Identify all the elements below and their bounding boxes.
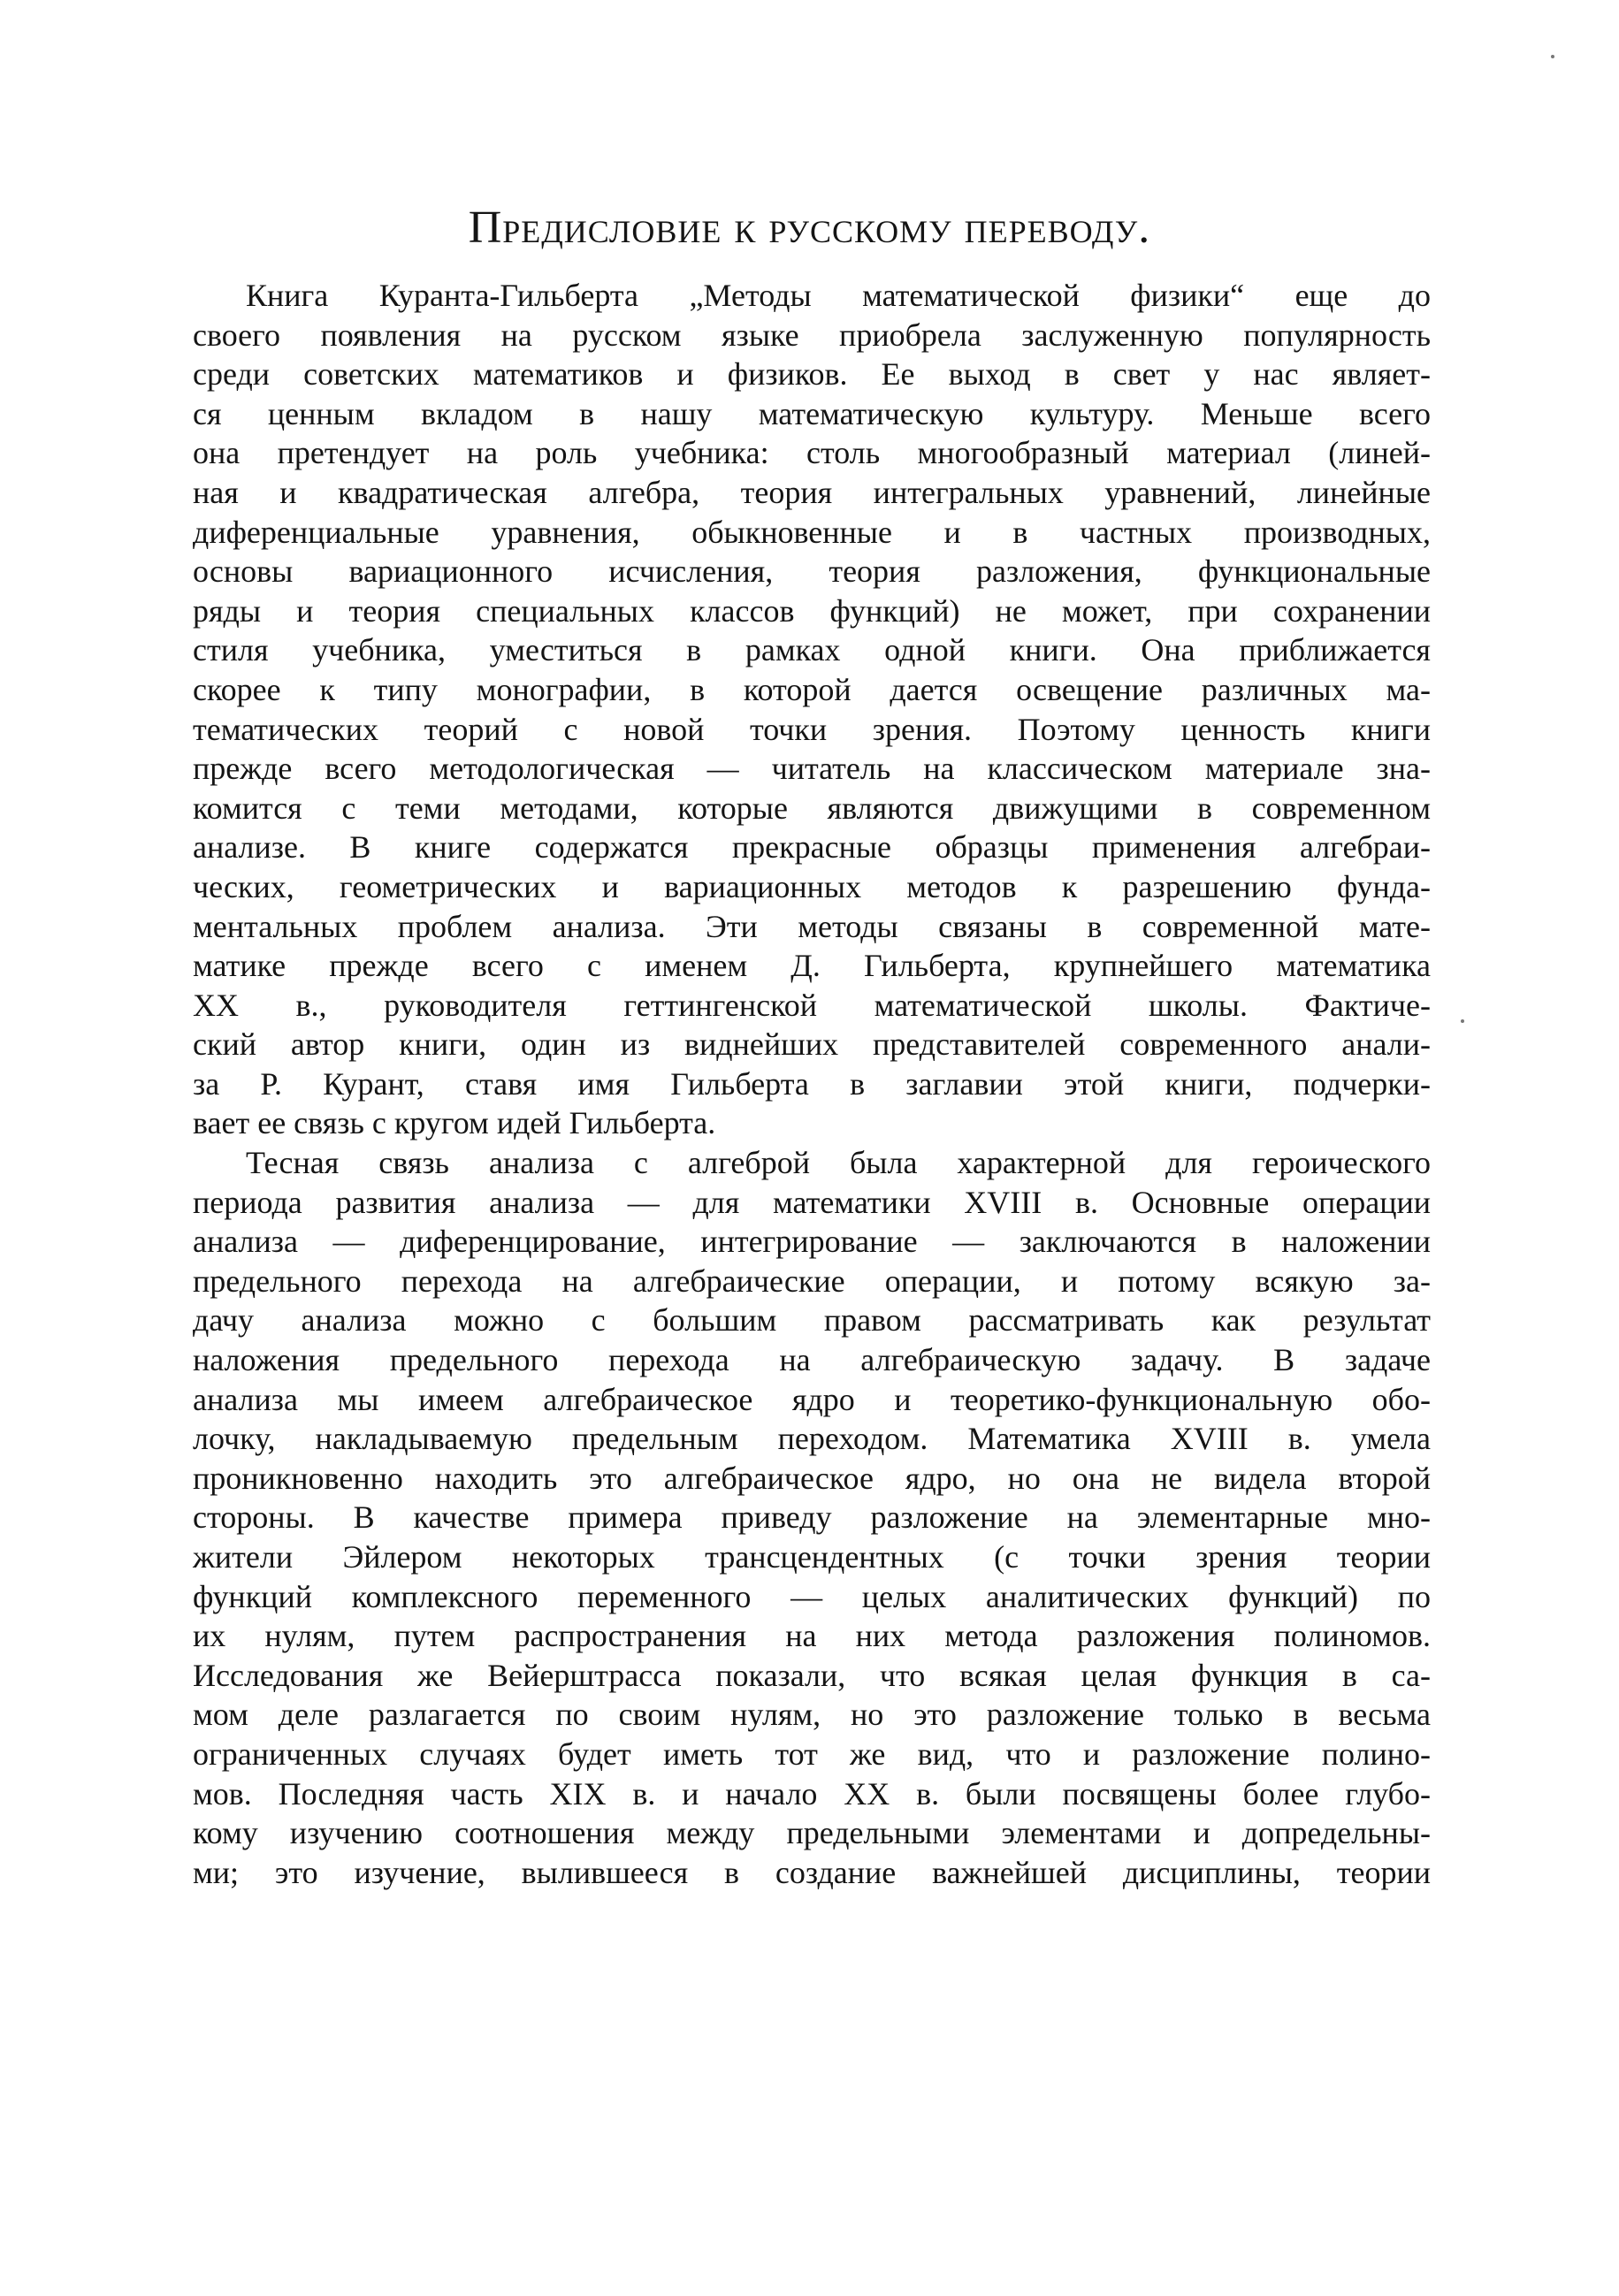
text-line: своего появления на русском языке приобрела заслуженную популярность: [193, 317, 1431, 353]
text-line: XX в., руководителя геттингенской математической школы. Фактиче-: [193, 987, 1431, 1023]
text-line: дачу анализа можно с большим правом рассматривать как результат: [193, 1302, 1431, 1339]
text-line: ряды и теория специальных классов функций) не может, при сохранении: [193, 592, 1431, 629]
text-line: анализе. В книге содержатся прекрасные образцы применения алгебраи-: [193, 829, 1431, 866]
text-line: основы вариационного исчисления, теория разложения, функциональные: [193, 553, 1431, 590]
text-line: стороны. В качестве примера приведу разложение на элементарные мно-: [193, 1499, 1431, 1536]
text-line: ся ценным вкладом в нашу математическую культуру. Меньше всего: [193, 395, 1431, 431]
text-line: Книга Куранта-Гильберта „Методы математической физики“ еще до: [246, 278, 1431, 313]
text-line: диференциальные уравнения, обыкновенные и в частных производных,: [193, 514, 1431, 550]
text-line: ная и квадратическая алгебра, теория интегральных уравнений, линейные: [193, 474, 1431, 510]
text-line: мом деле разлагается по своим нулям, но это разложение только в весьма: [193, 1697, 1431, 1733]
text-line: Исследования же Вейерштрасса показали, что всякая целая функция в са-: [193, 1657, 1431, 1693]
text-line: наложения предельного перехода на алгебраическую задачу. В задаче: [193, 1342, 1431, 1378]
text-line: предельного перехода на алгебраические операции, и потому всякую за-: [193, 1262, 1431, 1299]
text-line: лочку, накладываемую предельным переходом. Математика XVIII в. умела: [193, 1421, 1431, 1457]
text-line: среди советских математиков и физиков. Ее выход в свет у нас являет-: [193, 356, 1431, 393]
text-line: ми; это изучение, вылившееся в создание важнейшей дисциплины, теории: [193, 1854, 1431, 1890]
text-line: вает ее связь с кругом идей Гильберта.: [193, 1105, 716, 1141]
text-line: анализа мы имеем алгебраическое ядро и теоретико-функциональную обо-: [193, 1381, 1431, 1417]
page-title: Предисловие к русскому переводу.: [468, 202, 1151, 253]
text-line: функций комплексного переменного — целых аналитических функций) по: [193, 1578, 1431, 1614]
text-line: ментальных проблем анализа. Эти методы связаны в современной мате-: [193, 908, 1431, 944]
text-line: ский автор книги, один из виднейших представителей современного анали-: [193, 1026, 1431, 1063]
text-line: за Р. Курант, ставя имя Гильберта в заглавии этой книги, подчерки-: [193, 1065, 1431, 1102]
scan-speck: [1551, 55, 1554, 58]
text-line: жители Эйлером некоторых трансцендентных (с точки зрения теории: [193, 1539, 1431, 1575]
text-line: комится с теми методами, которые являются движущими в современном: [193, 789, 1431, 826]
text-line: периода развития анализа — для математики XVIII в. Основные операции: [193, 1184, 1431, 1220]
text-line: она претендует на роль учебника: столь многообразный материал (линей-: [193, 435, 1431, 471]
text-line: мов. Последняя часть XIX в. и начало XX в. были посвящены более глубо-: [193, 1775, 1431, 1812]
text-line: прежде всего методологическая — читатель на классическом материале зна-: [193, 751, 1431, 787]
scan-speck: [1461, 1019, 1464, 1023]
text-line: скорее к типу монографии, в которой дается освещение различных ма-: [193, 671, 1431, 707]
text-line: стиля учебника, уместиться в рамках одной книги. Она приближается: [193, 632, 1431, 668]
text-line: кому изучению соотношения между предельными элементами и допредельны-: [193, 1815, 1431, 1851]
text-line: Тесная связь анализа с алгеброй была характерной для героического: [246, 1145, 1431, 1181]
text-line: проникновенно находить это алгебраическое ядро, но она не видела второй: [193, 1460, 1431, 1496]
body-text: [193, 276, 1431, 1892]
text-line: ограниченных случаях будет иметь тот же вид, что и разложение полино-: [193, 1735, 1431, 1772]
text-line: матике прежде всего с именем Д. Гильберта, крупнейшего математика: [193, 948, 1431, 984]
text-line: анализа — диференцирование, интегрирование — заключаются в наложении: [193, 1224, 1431, 1260]
text-line: тематических теорий с новой точки зрения. Поэтому ценность книги: [193, 711, 1431, 747]
text-line: ческих, геометрических и вариационных методов к разрешению фунда-: [193, 868, 1431, 904]
text-line: их нулям, путем распространения на них метода разложения полиномов.: [193, 1618, 1431, 1654]
